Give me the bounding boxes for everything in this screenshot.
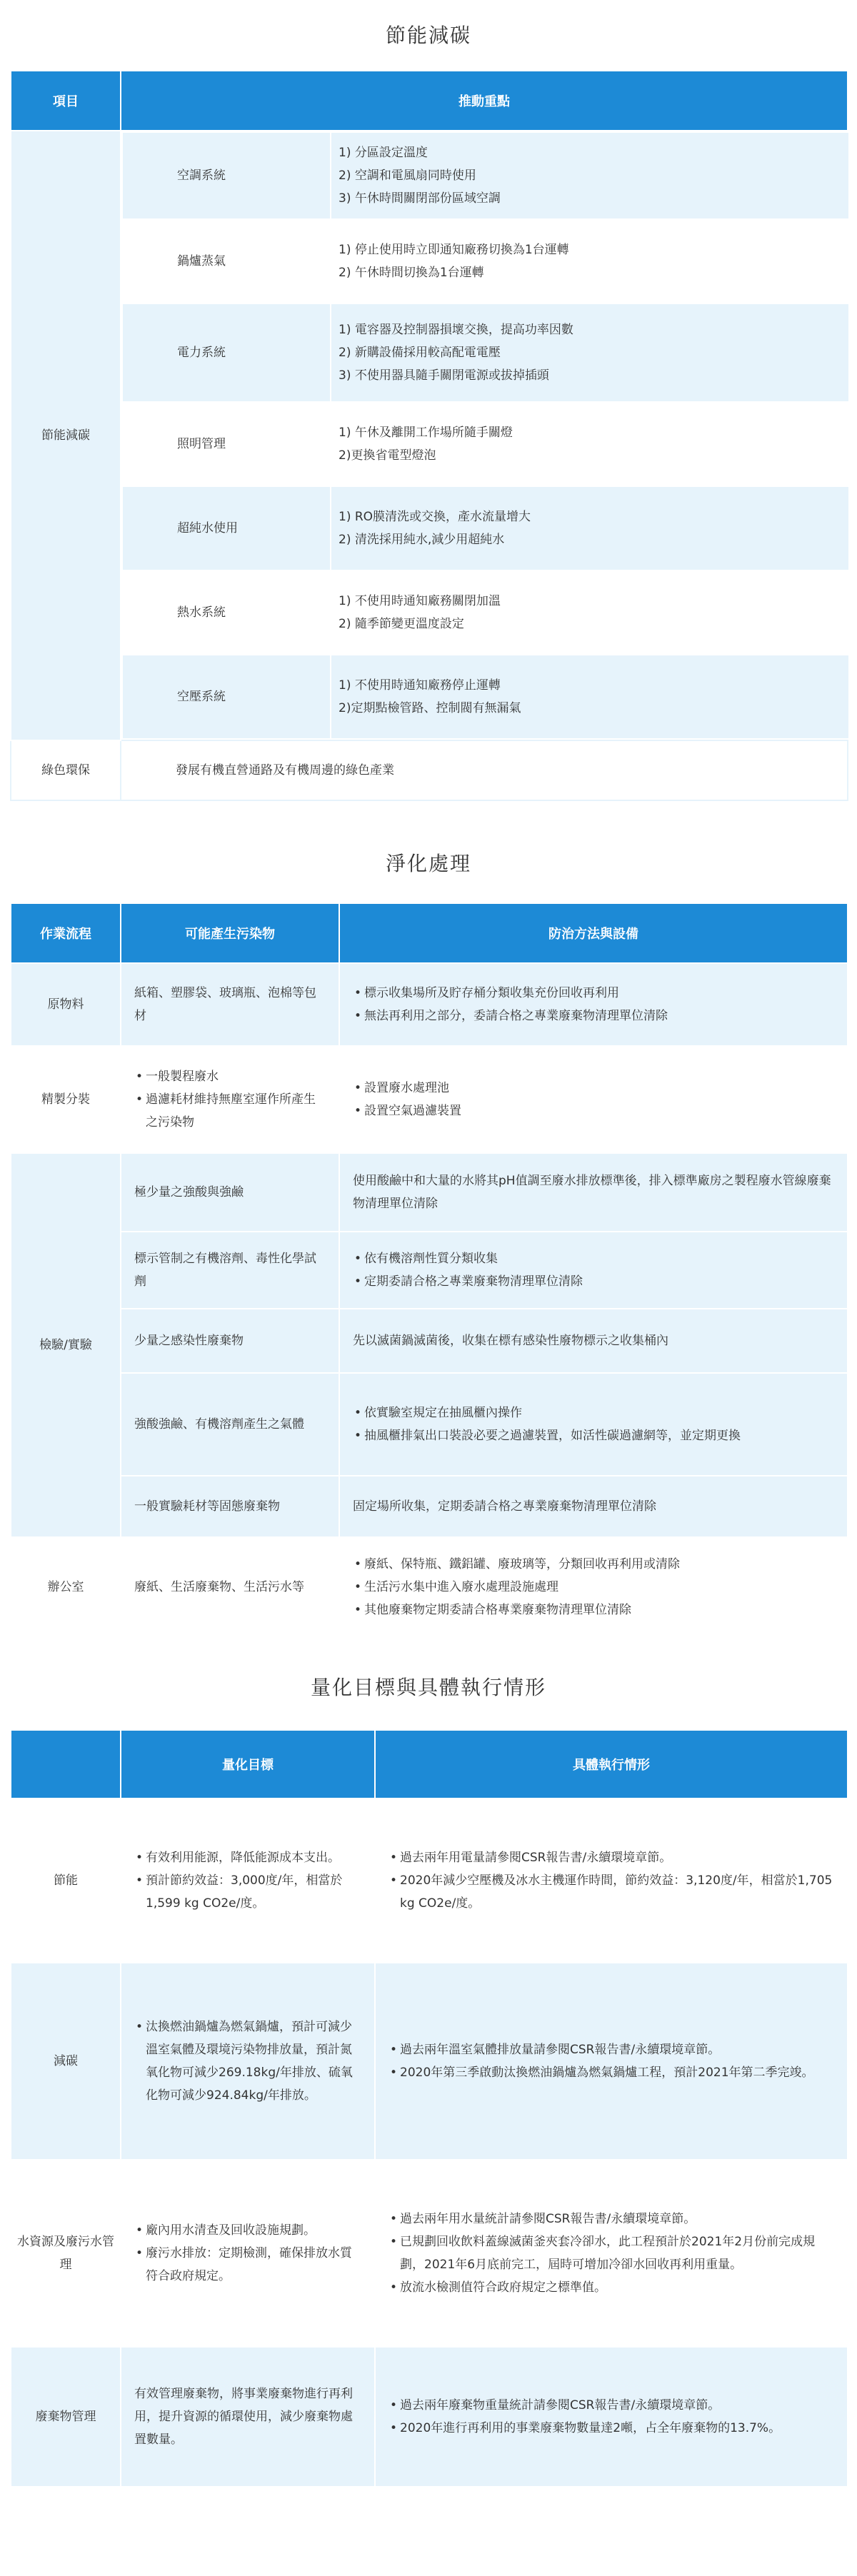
measure-line: 1) 分區設定溫度 xyxy=(339,146,428,160)
target-category: 水資源及廢污水管理 xyxy=(11,2160,121,2347)
method-list xyxy=(353,982,834,1027)
target-category: 節能 xyxy=(11,1798,121,1963)
method-item: • 其他廢棄物定期委請合格專業廢棄物清理單位清除 xyxy=(353,1599,834,1621)
target-item: • 預計節約效益：3,000度/年，相當於1,599 kg CO2e/度。 xyxy=(134,1869,361,1915)
header-target: 量化目標 xyxy=(121,1730,375,1798)
method-list xyxy=(353,1247,834,1293)
method-item: • 廢紙、保特瓶、鐵鋁罐、廢玻璃等，分類回收再利用或清除 xyxy=(353,1553,834,1576)
exec-item: • 過去兩年用水量統計請參閱CSR報告書/永續環境章節。 xyxy=(389,2208,834,2230)
method-item: • 無法再利用之部分，委請合格之專業廢棄物清理單位清除 xyxy=(353,1005,834,1027)
exec-item: • 過去兩年廢棄物重量統計請參閱CSR報告書/永續環境章節。 xyxy=(389,2394,834,2417)
pollutant-list xyxy=(134,1065,326,1134)
exec-item: • 放流水檢測值符合政府規定之標準值。 xyxy=(389,2276,834,2299)
measure-line: 1) 午休及離開工作場所隨手關燈 xyxy=(339,426,513,440)
pollutant-item: • 一般製程廢水 xyxy=(134,1065,326,1088)
measure-line: 1) RO膜清洗或交換，產水流量增大 xyxy=(339,510,531,524)
method-item: • 定期委請合格之專業廢棄物清理單位清除 xyxy=(353,1270,834,1293)
pollutant-office: 廢紙、生活廢棄物、生活污水等 xyxy=(121,1537,339,1637)
system-name: 鍋爐蒸氣 xyxy=(122,219,331,303)
exec-list xyxy=(389,2038,834,2084)
exec-item: • 2020年進行再利用的事業廢棄物數量達2噸，占全年廢棄物的13.7%。 xyxy=(389,2417,834,2440)
method-lab: 固定場所收集，定期委請合格之專業廢棄物清理單位清除 xyxy=(339,1476,848,1537)
system-measures xyxy=(331,303,849,402)
target-cell: 有效管理廢棄物，將事業廢棄物進行再利用，提升資源的循環使用，減少廢棄物處置數量。 xyxy=(121,2347,375,2487)
method-item: • 設置廢水處理池 xyxy=(353,1077,834,1100)
measure-line: 1) 不使用時通知廠務停止運轉 xyxy=(339,678,501,693)
method-lab xyxy=(339,1232,848,1309)
pollutant-item: • 過濾耗材維持無塵室運作所產生之污染物 xyxy=(134,1088,326,1134)
exec-item: • 已規劃回收飲料蓋線滅菌釜夾套冷卻水，此工程預計於2021年2月份前完成規劃，2021年6月底前完工，屆時可增加冷卻水回收再利用重量。 xyxy=(389,2230,834,2276)
exec-cell xyxy=(375,2347,848,2487)
energy-subtable xyxy=(121,131,850,740)
measure-line: 3) 不使用器具隨手關閉電源或拔掉插頭 xyxy=(339,368,549,383)
target-list xyxy=(134,1846,361,1915)
target-item: • 有效利用能源，降低能源成本支出。 xyxy=(134,1846,361,1869)
measure-line: 2)更換省電型燈泡 xyxy=(339,448,436,463)
flow-raw: 原物料 xyxy=(11,963,121,1046)
system-name: 照明管理 xyxy=(122,402,331,486)
method-list xyxy=(353,1077,834,1122)
target-item: • 廢污水排放：定期檢測，確保排放水質符合政府規定。 xyxy=(134,2242,361,2288)
system-name: 電力系統 xyxy=(122,303,331,402)
method-lab: 使用酸鹼中和大量的水將其pH值調至廢水排放標準後，排入標準廠房之製程廢水管線廢棄物清理單位清除 xyxy=(339,1153,848,1232)
target-cell xyxy=(121,1963,375,2160)
method-item: • 標示收集場所及貯存桶分類收集充份回收再利用 xyxy=(353,982,834,1005)
pollutant-lab: 少量之感染性廢棄物 xyxy=(121,1309,339,1373)
measure-line: 2) 午休時間切換為1台運轉 xyxy=(339,266,484,280)
section-purify xyxy=(0,844,857,902)
target-item: • 汰換燃油鍋爐為燃氣鍋爐，預計可減少溫室氣體及環境污染物排放量，預計氮氧化物可減少269.18kg/年排放、硫氧化物可減少924.84kg/年排放。 xyxy=(134,2016,361,2107)
measure-line: 2) 隨季節變更溫度設定 xyxy=(339,617,464,631)
measure-line: 3) 午休時間關閉部份區域空調 xyxy=(339,191,501,206)
exec-list xyxy=(389,1846,834,1915)
energy-table xyxy=(10,70,848,801)
method-lab: 先以滅菌鍋滅菌後，收集在標有感染性廢物標示之收集桶內 xyxy=(339,1309,848,1373)
system-measures xyxy=(331,486,849,570)
system-measures xyxy=(331,219,849,303)
header-flow: 作業流程 xyxy=(11,903,121,963)
system-name: 熱水系統 xyxy=(122,570,331,655)
measure-line: 2)定期點檢管路、控制閥有無漏氣 xyxy=(339,701,521,715)
system-measures xyxy=(331,402,849,486)
method-item: • 設置空氣過濾裝置 xyxy=(353,1100,834,1122)
exec-item: • 過去兩年溫室氣體排放量請參閱CSR報告書/永續環境章節。 xyxy=(389,2038,834,2061)
target-cell xyxy=(121,1798,375,1963)
method-list xyxy=(353,1402,834,1447)
pollutant-lab: 一般實驗耗材等固態廢棄物 xyxy=(121,1476,339,1537)
target-category: 減碳 xyxy=(11,1963,121,2160)
method-item: • 依實驗室規定在抽風櫃內操作 xyxy=(353,1402,834,1424)
targets-table xyxy=(10,1729,848,2487)
header-item: 項目 xyxy=(11,71,121,131)
system-measures xyxy=(331,655,849,739)
exec-cell xyxy=(375,1798,848,1963)
header-exec: 具體執行情形 xyxy=(375,1730,848,1798)
pollutant-lab: 強酸強鹼、有機溶劑產生之氣體 xyxy=(121,1373,339,1476)
system-measures xyxy=(331,132,849,219)
pollutant-raw: 紙箱、塑膠袋、玻璃瓶、泡棉等包材 xyxy=(121,963,339,1046)
section-energy xyxy=(0,0,857,47)
measure-line: 1) 不使用時通知廠務關閉加溫 xyxy=(339,594,501,608)
exec-list xyxy=(389,2208,834,2299)
green-label: 綠色環保 xyxy=(11,740,121,800)
method-item: • 抽風櫃排氣出口裝設必要之過濾裝置，如活性碳過濾網等，並定期更換 xyxy=(353,1424,834,1447)
measure-line: 2) 新購設備採用較高配電電壓 xyxy=(339,346,501,360)
system-name: 空壓系統 xyxy=(122,655,331,739)
target-cell xyxy=(121,2160,375,2347)
exec-cell xyxy=(375,2160,848,2347)
method-lab xyxy=(339,1373,848,1476)
section-targets xyxy=(0,1669,857,1729)
measure-line: 1) 電容器及控制器損壞交換，提高功率因數 xyxy=(339,323,573,337)
measure-line: 2) 清洗採用純水,減少用超純水 xyxy=(339,533,505,547)
target-category: 廢棄物管理 xyxy=(11,2347,121,2487)
system-measures xyxy=(331,570,849,655)
exec-cell xyxy=(375,1963,848,2160)
header-method: 防治方法與設備 xyxy=(339,903,848,963)
measure-line: 2) 空調和電風扇同時使用 xyxy=(339,168,476,183)
flow-refine: 精製分裝 xyxy=(11,1046,121,1153)
target-item: • 廠內用水清查及回收設施規劃。 xyxy=(134,2219,361,2242)
section-title: 量化目標與具體執行情形 xyxy=(310,1676,546,1699)
measure-line: 1) 停止使用時立即通知廠務切換為1台運轉 xyxy=(339,243,569,257)
method-item: • 生活污水集中進入廢水處理設施處理 xyxy=(353,1576,834,1599)
exec-item: • 2020年第三季啟動汰換燃油鍋爐為燃氣鍋爐工程，預計2021年第二季完竣。 xyxy=(389,2061,834,2084)
section-title: 節能減碳 xyxy=(385,24,471,47)
section-title: 淨化處理 xyxy=(385,852,471,875)
purify-table xyxy=(10,902,848,1638)
group-label: 節能減碳 xyxy=(11,131,121,740)
exec-item: • 2020年減少空壓機及冰水主機運作時間，節約效益：3,120度/年，相當於1,705 kg CO2e/度。 xyxy=(389,1869,834,1915)
target-list xyxy=(134,2219,361,2288)
pollutant-lab: 標示管制之有機溶劑、毒性化學試劑 xyxy=(121,1232,339,1309)
header-focus: 推動重點 xyxy=(121,71,848,131)
system-name: 空調系統 xyxy=(122,132,331,219)
target-list xyxy=(134,2016,361,2107)
method-item: • 依有機溶劑性質分類收集 xyxy=(353,1247,834,1270)
flow-lab: 檢驗/實驗 xyxy=(11,1153,121,1537)
system-name: 超純水使用 xyxy=(122,486,331,570)
pollutant-lab: 極少量之強酸與強鹼 xyxy=(121,1153,339,1232)
header-pollutant: 可能產生污染物 xyxy=(121,903,339,963)
exec-item: • 過去兩年用電量請參閱CSR報告書/永續環境章節。 xyxy=(389,1846,834,1869)
green-text: 發展有機直營通路及有機周邊的綠色產業 xyxy=(121,740,848,800)
exec-list xyxy=(389,2394,834,2440)
method-list xyxy=(353,1553,834,1621)
flow-office: 辦公室 xyxy=(11,1537,121,1637)
